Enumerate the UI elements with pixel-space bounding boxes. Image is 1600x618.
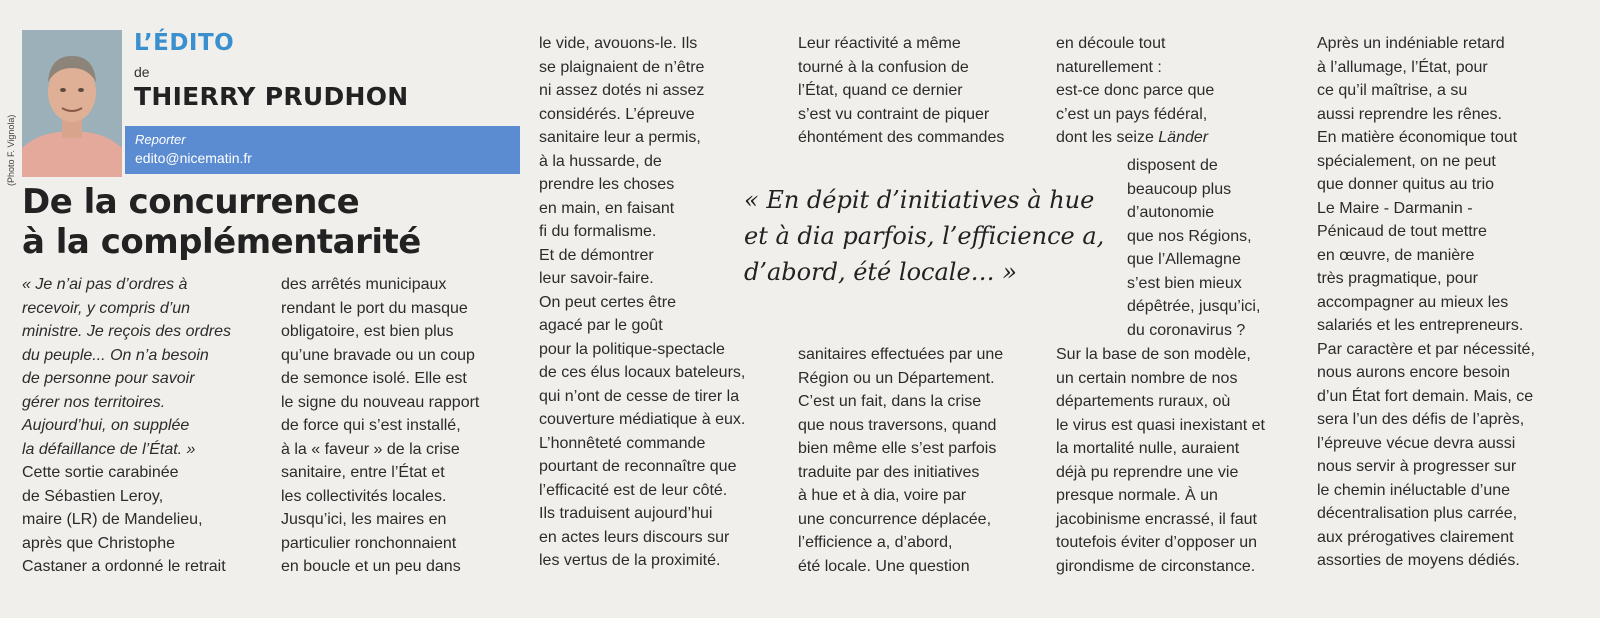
column-line: gérer nos territoires. [22,393,166,411]
column-line: s’est vu contraint de piquer [798,105,990,123]
column-line: que nous traversons, quand [798,416,997,434]
column-line [1056,126,1214,150]
column-line: Cette sortie carabinée [22,464,179,481]
author-portrait-icon [22,30,122,177]
column-line: de personne pour savoir [22,370,195,387]
column-5-bottom [1056,343,1265,578]
column-line: d’autonomie [1127,204,1215,221]
column-line: sanitaires effectuées par une [798,346,1004,363]
column-line: presque normale. À un [1056,487,1218,504]
column-line: ce qu’il maîtrise, a su [1317,82,1468,99]
column-line: salariés et les entrepreneurs. [1317,317,1524,334]
column-line: du peuple... On n’a besoin [22,346,209,364]
column-line: aux prérogatives clairement [1317,528,1514,546]
column-line: que donner quitus au trio [1317,176,1495,193]
column-line: éhontément des commandes [798,129,1005,146]
pull-quote-line: d’abord, été locale… » [744,258,1017,286]
column-line: de force qui s’est installé, [281,417,461,434]
column-line: bien même elle s’est parfois [798,440,997,457]
column-line: de Sébastien Leroy, [22,487,164,505]
column-line: en main, en faisant [539,199,675,217]
column-line: ni assez dotés ni assez [539,82,705,99]
column-line: prendre les choses [539,176,675,193]
column-4-bottom [798,343,1003,578]
column-line: l’épreuve vécue devra aussi [1317,434,1516,452]
column-line: toutefois éviter d’opposer un [1056,534,1258,551]
column-line: le signe du nouveau rapport [281,393,480,411]
column-line: décentralisation plus carrée, [1317,505,1518,522]
column-line: des arrêtés municipaux [281,276,447,293]
reporter-role: Reporter [135,132,186,147]
column-line: l’efficacité est de leur côté. [539,481,728,499]
column-line: les collectivités locales. [281,487,447,505]
column-line: considérés. L’épreuve [539,105,695,123]
column-line: Par caractère et par nécessité, [1317,340,1535,358]
pull-quote-line: « En dépit d’initiatives à hue [744,186,1095,214]
column-line: particulier ronchonnaient [281,534,457,552]
column-5-indented [1127,154,1260,342]
column-line: été locale. Une question [798,557,970,575]
title-line-1: De la concurrence [22,182,360,222]
column-line: Et de démontrer [539,246,654,264]
column-line: c’est un pays fédéral, [1056,105,1208,123]
column-line: fi du formalisme. [539,223,657,240]
column-line: déjà pu reprendre une vie [1056,463,1239,481]
column-line: sanitaire, entre l’État et [281,464,445,481]
column-line: sera l’un des défis de l’après, [1317,411,1525,428]
title-line-2: à la complémentarité [22,222,421,262]
column-line: en œuvre, de manière [1317,246,1475,264]
column-line: les vertus de la proximité. [539,552,721,569]
column-line: Pénicaud de tout mettre [1317,223,1487,240]
column-line: que nos Régions, [1127,227,1252,245]
column-line: le chemin inéluctable d’une [1317,481,1511,499]
column-line: pour la politique-spectacle [539,340,725,358]
column-line: du coronavirus ? [1127,321,1246,339]
reporter-email[interactable]: edito@nicematin.fr [135,150,252,166]
column-line: beaucoup plus [1127,180,1232,198]
column-line: girondisme de circonstance. [1056,557,1256,575]
column-line: départements ruraux, où [1056,393,1231,410]
column-line: une concurrence déplacée, [798,510,992,528]
column-line: Après un indéniable retard [1317,35,1505,52]
column-line: ministre. Je reçois des ordres [22,323,231,340]
column-line: En matière économique tout [1317,129,1518,146]
column-line: en découle tout [1056,35,1166,52]
column-line: dépêtrée, jusqu’ici, [1127,298,1261,315]
column-line: leur savoir-faire. [539,270,654,287]
column-3 [539,32,745,573]
column-line: la défaillance de l’État. » [22,440,196,458]
column-line: agacé par le goût [539,317,663,334]
photo-credit: (Photo F. Vignola) [6,114,16,186]
column-2 [281,273,479,579]
column-line: en boucle et un peu dans [281,558,461,575]
column-line: accompagner au mieux les [1317,293,1509,311]
edito-label: L’ÉDITO [134,30,235,56]
column-line: d’un État fort demain. Mais, ce [1317,387,1534,405]
column-line: nous aurons encore besoin [1317,364,1511,381]
column-line: Leur réactivité a même [798,35,961,52]
column-line: très pragmatique, pour [1317,270,1478,287]
column-line: disposent de [1127,157,1218,174]
column-line: le virus est quasi inexistant et [1056,416,1265,434]
reporter-bar [125,126,520,174]
pull-quote [744,182,1104,290]
column-line: s’est bien mieux [1127,274,1242,292]
column-line: tourné à la confusion de [798,58,969,76]
column-5-top [1056,32,1214,150]
column-line: un certain nombre de nos [1056,369,1238,387]
column-6 [1317,32,1535,573]
article-title [22,182,522,262]
column-line: la mortalité nulle, auraient [1056,440,1240,457]
column-line: qui n’ont de cesse de tirer la [539,387,740,405]
column-line: Jusqu’ici, les maires en [281,511,447,528]
column-line: que l’Allemagne [1127,251,1241,268]
pull-quote-line: et à dia parfois, l’efficience a, [744,222,1105,250]
column-line: traduite par des initiatives [798,463,980,481]
column-line: « Je n’ai pas d’ordres à [22,276,188,293]
column-line: naturellement : [1056,58,1162,76]
column-line: couverture médiatique à eux. [539,411,746,428]
column-line: On peut certes être [539,293,676,311]
lander-word: Länder [1158,129,1209,146]
column-line: à la hussarde, de [539,152,662,170]
column-line: à la « faveur » de la crise [281,440,460,458]
column-line: obligatoire, est bien plus [281,323,454,340]
column-line: jacobinisme encrassé, il faut [1056,510,1257,528]
column-line: qu’une bravade ou un coup [281,346,475,364]
column-line: Le Maire - Darmanin - [1317,199,1473,217]
column-line: Ils traduisent aujourd’hui [539,505,713,522]
column-line: recevoir, y compris d’un [22,299,191,317]
column-line: pourtant de reconnaître que [539,458,737,475]
column-line: se plaignaient de n’être [539,58,705,76]
column-1 [22,273,231,579]
column-line: maire (LR) de Mandelieu, [22,511,203,528]
column-line: assorties de moyens dédiés. [1317,552,1520,569]
column-line: à l’allumage, l’État, pour [1317,58,1488,76]
column-line: l’efficience a, d’abord, [798,534,953,551]
column-line: à hue et à dia, voire par [798,487,967,504]
column-line: Région ou un Département. [798,369,995,387]
column-line: de semonce isolé. Elle est [281,370,467,387]
column-line: de ces élus locaux bateleurs, [539,364,746,381]
column-line: spécialement, on ne peut [1317,152,1496,170]
author-name: THIERRY PRUDHON [134,82,409,111]
column-line: nous servir à progresser sur [1317,458,1517,475]
column-line: après que Christophe [22,534,175,552]
column-line: le vide, avouons-le. Ils [539,35,698,52]
column-line: C’est un fait, dans la crise [798,393,982,410]
column-line: en actes leurs discours sur [539,528,730,546]
de-label: de [134,64,150,80]
column-line: L’honnêteté commande [539,434,706,452]
author-photo [22,30,122,177]
lander-prefix: dont les seize [1056,129,1159,146]
column-line: Sur la base de son modèle, [1056,346,1251,363]
column-line: aussi reprendre les rênes. [1317,105,1502,123]
column-line: est-ce donc parce que [1056,82,1215,99]
column-line: Aujourd’hui, on supplée [22,417,190,434]
column-4-top [798,32,1004,150]
column-line: l’État, quand ce dernier [798,82,963,99]
column-line: sanitaire leur a permis, [539,129,701,146]
column-line: rendant le port du masque [281,299,468,317]
column-line: Castaner a ordonné le retrait [22,558,226,575]
